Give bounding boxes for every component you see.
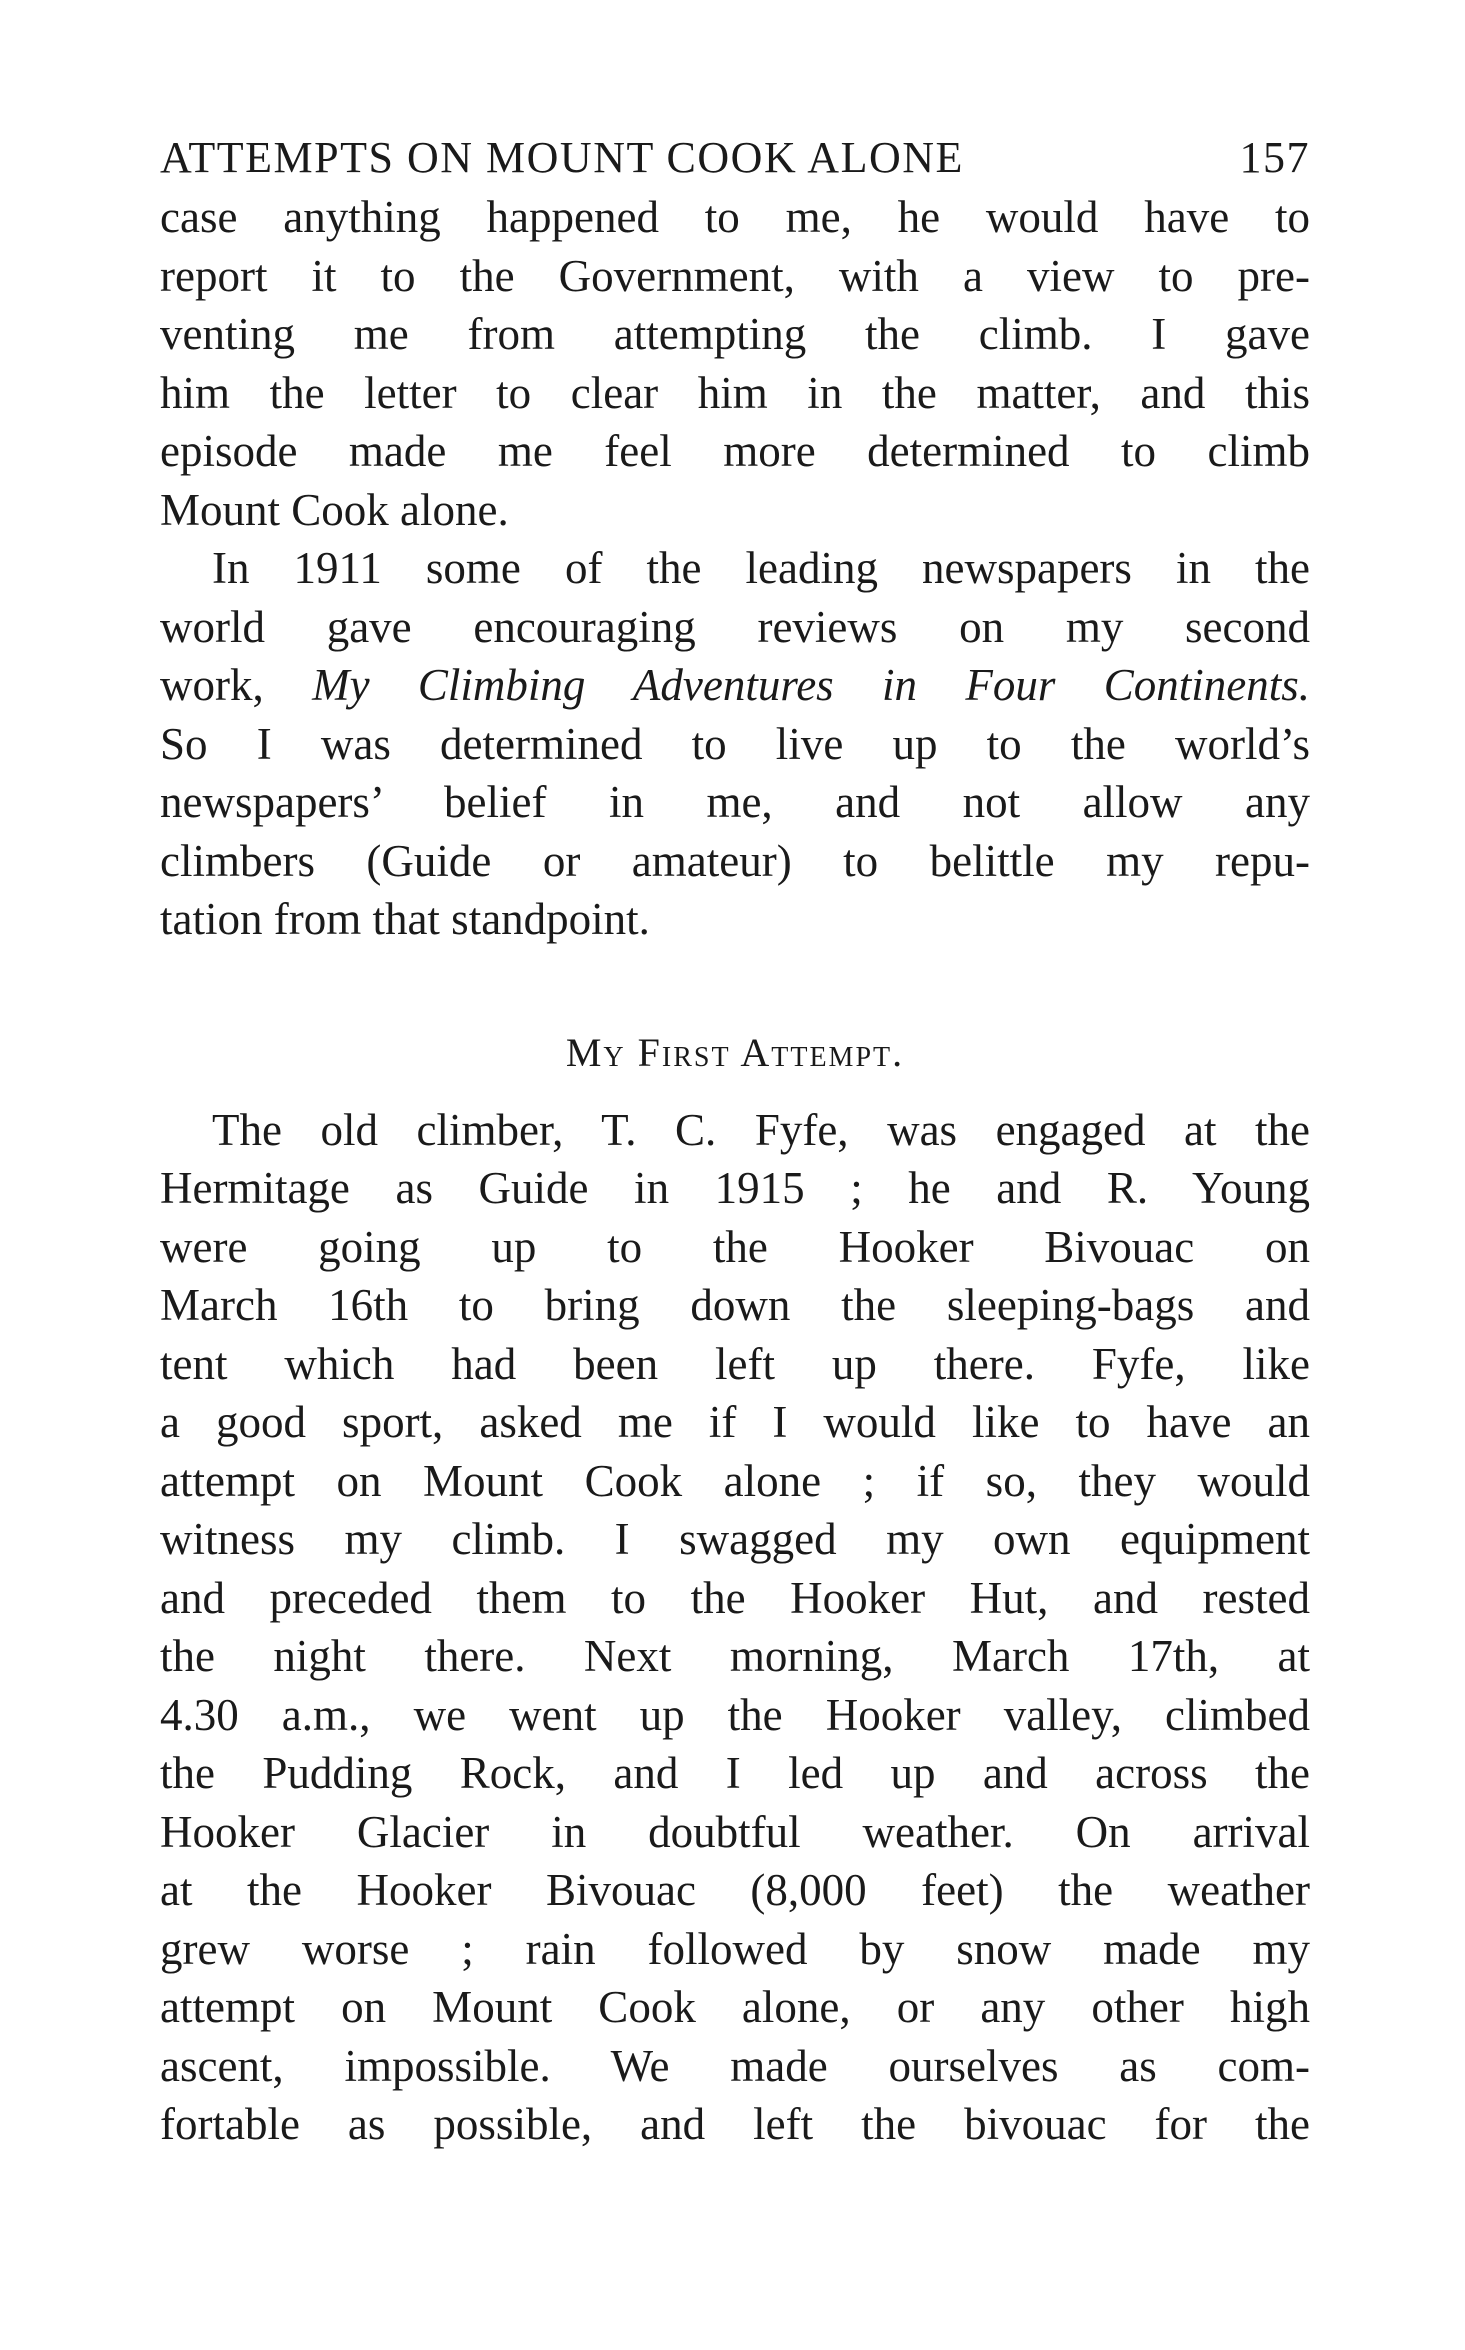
text-line: a good sport, asked me if I would like to have an: [160, 1397, 1310, 1447]
book-page: [160, 128, 1310, 2154]
text-line: grew worse ; rain followed by snow made my: [160, 1923, 1310, 1974]
book-title: My Climbing Adventures in Four Continents.: [312, 660, 1310, 710]
text-line: report it to the Government, with a view to pre-: [160, 250, 1310, 301]
text-line-with-book-title: [160, 656, 1310, 715]
text-line: him the letter to clear him in the matter, and this: [160, 367, 1310, 418]
section-heading: [160, 1023, 1310, 1083]
text-line: In 1911 some of the leading newspapers in the: [212, 543, 1310, 593]
text-line: climbers (Guide or amateur) to belittle my repu-: [160, 835, 1310, 886]
text-line: attempt on Mount Cook alone, or any other high: [160, 1982, 1310, 2032]
text-line: venting me from attempting the climb. I gave: [160, 309, 1310, 359]
text-line: newspapers’ belief in me, and not allow any: [160, 777, 1310, 827]
text-line: were going up to the Hooker Bivouac on: [160, 1221, 1310, 1272]
text-line: Hooker Glacier in doubtful weather. On arrival: [160, 1806, 1310, 1857]
paragraph-1: [160, 188, 1310, 539]
title-line-prefix: work,: [160, 660, 313, 710]
text-line: and preceded them to the Hooker Hut, and rested: [160, 1572, 1310, 1623]
page-number: 157: [1239, 133, 1310, 182]
text-line: case anything happened to me, he would have to: [160, 192, 1310, 242]
running-head: [160, 128, 1310, 188]
text-line: world gave encouraging reviews on my second: [160, 601, 1310, 652]
text-line: episode made me feel more determined to climb: [160, 426, 1310, 476]
text-line: Mount Cook alone.: [160, 484, 509, 535]
paragraph-2: [160, 539, 1310, 949]
text-line: attempt on Mount Cook alone ; if so, they would: [160, 1455, 1310, 1506]
text-line: 4.30 a.m., we went up the Hooker valley, climbed: [160, 1689, 1310, 1740]
text-line: March 16th to bring down the sleeping-bags and: [160, 1280, 1310, 1330]
text-line: ascent, impossible. We made ourselves as com-: [160, 2040, 1310, 2091]
text-line: Hermitage as Guide in 1915 ; he and R. Young: [160, 1163, 1310, 1213]
text-line: witness my climb. I swagged my own equipment: [160, 1514, 1310, 1564]
text-line: tation from that standpoint.: [160, 894, 650, 944]
text-line: fortable as possible, and left the bivouac for the: [160, 2099, 1310, 2149]
text-line: the night there. Next morning, March 17th, at: [160, 1631, 1310, 1681]
text-line: at the Hooker Bivouac (8,000 feet) the weather: [160, 1865, 1310, 1915]
running-head-title: ATTEMPTS ON MOUNT COOK ALONE: [160, 133, 964, 182]
text-line: The old climber, T. C. Fyfe, was engaged at the: [212, 1104, 1310, 1155]
section-heading-text: My First Attempt.: [565, 1029, 905, 1075]
paragraph-3: [160, 1101, 1310, 2154]
text-line: the Pudding Rock, and I led up and across the: [160, 1748, 1310, 1798]
text-line: tent which had been left up there. Fyfe, like: [160, 1338, 1310, 1389]
text-line: So I was determined to live up to the world’s: [160, 718, 1310, 769]
